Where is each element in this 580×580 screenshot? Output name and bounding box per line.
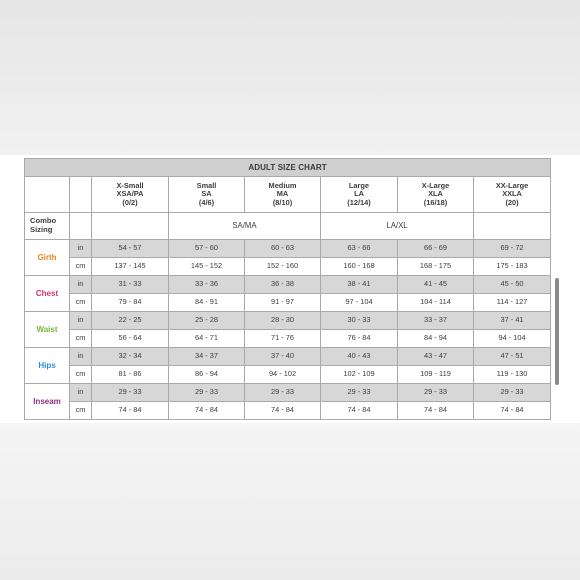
size-value-cell: 25 - 28 [169,312,245,330]
unit-label: cm [70,258,92,276]
measurement-row-cm [25,366,551,384]
size-value-cell: 29 - 33 [245,384,321,402]
size-header-small [169,177,245,213]
size-value-cell: 29 - 33 [92,384,169,402]
size-value-cell: 114 - 127 [474,294,551,312]
size-value-cell: 119 - 130 [474,366,551,384]
size-value-cell: 22 - 25 [92,312,169,330]
size-value-cell: 45 - 50 [474,276,551,294]
size-code: XXLA [502,189,522,199]
size-value-cell: 37 - 41 [474,312,551,330]
size-name: Medium [268,180,297,190]
size-value-cell: 74 - 84 [474,402,551,420]
top-background [0,0,580,155]
size-name: Small [196,180,217,190]
size-name: X-Large [421,180,450,190]
combo-group-sa-ma: SA/MA [169,213,321,240]
size-value-cell: 94 - 102 [245,366,321,384]
measurement-row-in [25,240,551,258]
size-value-cell: 33 - 37 [398,312,474,330]
size-value-cell: 84 - 94 [398,330,474,348]
size-value-cell: 91 - 97 [245,294,321,312]
size-value-cell: 74 - 84 [169,402,245,420]
chart-title: ADULT SIZE CHART [25,159,551,177]
unit-label: in [70,384,92,402]
size-value-cell: 29 - 33 [321,384,398,402]
unit-label: cm [70,330,92,348]
scrollbar[interactable] [555,278,559,385]
size-value-cell: 74 - 84 [321,402,398,420]
size-value-cell: 40 - 43 [321,348,398,366]
size-value-cell: 64 - 71 [169,330,245,348]
size-value-cell: 56 - 64 [92,330,169,348]
size-value-cell: 66 - 69 [398,240,474,258]
size-value-cell: 71 - 76 [245,330,321,348]
measurement-row-in [25,384,551,402]
size-num: (8/10) [272,197,293,207]
title-row [25,159,551,177]
unit-label: in [70,348,92,366]
size-value-cell: 43 - 47 [398,348,474,366]
size-code: XLA [428,189,443,199]
size-value-cell: 94 - 104 [474,330,551,348]
unit-label: in [70,312,92,330]
adult-size-chart-table [24,158,551,420]
measurement-row-in [25,348,551,366]
size-value-cell: 36 - 38 [245,276,321,294]
size-value-cell: 28 - 30 [245,312,321,330]
size-value-cell: 81 - 86 [92,366,169,384]
size-name: Large [348,180,370,190]
size-value-cell: 74 - 84 [398,402,474,420]
size-header-xlarge [398,177,474,213]
size-value-cell: 57 - 60 [169,240,245,258]
unit-label: cm [70,366,92,384]
combo-sizing-label [25,213,70,240]
size-value-cell: 175 - 183 [474,258,551,276]
size-value-cell: 31 - 33 [92,276,169,294]
size-num: (12/14) [347,197,371,207]
size-value-cell: 29 - 33 [474,384,551,402]
size-header-large [321,177,398,213]
measurement-row-cm [25,294,551,312]
size-value-cell: 74 - 84 [245,402,321,420]
combo-sizing-row [25,213,551,240]
size-value-cell: 33 - 36 [169,276,245,294]
combo-label-line2: Sizing [30,225,53,234]
combo-group-empty-left [92,213,169,240]
size-value-cell: 76 - 84 [321,330,398,348]
size-value-cell: 60 - 63 [245,240,321,258]
size-name: XX-Large [495,180,529,190]
measurement-label: Chest [25,276,70,312]
unit-label: cm [70,402,92,420]
size-value-cell: 32 - 34 [92,348,169,366]
unit-label: cm [70,294,92,312]
size-value-cell: 160 - 168 [321,258,398,276]
size-value-cell: 41 - 45 [398,276,474,294]
combo-unit-cell [70,213,92,240]
size-value-cell: 29 - 33 [398,384,474,402]
size-header-xxlarge [474,177,551,213]
size-value-cell: 69 - 72 [474,240,551,258]
size-header-row [25,177,551,213]
size-value-cell: 152 - 160 [245,258,321,276]
size-value-cell: 47 - 51 [474,348,551,366]
size-value-cell: 84 - 91 [169,294,245,312]
size-value-cell: 38 - 41 [321,276,398,294]
combo-group-empty-right [474,213,551,240]
size-header-xsmall [92,177,169,213]
measurement-label: Inseam [25,384,70,420]
size-name: X-Small [116,180,144,190]
size-value-cell: 109 - 119 [398,366,474,384]
size-value-cell: 97 - 104 [321,294,398,312]
measurement-row-in [25,276,551,294]
size-value-cell: 102 - 109 [321,366,398,384]
size-code: LA [354,189,364,199]
size-value-cell: 168 - 175 [398,258,474,276]
size-code: SA [201,189,212,199]
header-corner [25,177,70,213]
size-value-cell: 145 - 152 [169,258,245,276]
size-value-cell: 30 - 33 [321,312,398,330]
size-num: (20) [505,197,519,207]
size-value-cell: 74 - 84 [92,402,169,420]
size-code: MA [276,189,289,199]
measurement-label: Girth [25,240,70,276]
size-value-cell: 86 - 94 [169,366,245,384]
combo-label-line1: Combo [30,216,57,226]
unit-label: in [70,240,92,258]
size-value-cell: 29 - 33 [169,384,245,402]
unit-label: in [70,276,92,294]
measurement-row-cm [25,258,551,276]
size-value-cell: 37 - 40 [245,348,321,366]
measurement-row-cm [25,330,551,348]
size-value-cell: 104 - 114 [398,294,474,312]
size-value-cell: 34 - 37 [169,348,245,366]
bottom-background [0,423,580,580]
measurement-label: Waist [25,312,70,348]
size-num: (4/6) [198,197,215,207]
measurement-label: Hips [25,348,70,384]
size-code: XSA/PA [116,189,144,199]
size-value-cell: 54 - 57 [92,240,169,258]
measurement-row-cm [25,402,551,420]
combo-group-la-xl: LA/XL [321,213,474,240]
size-num: (16/18) [423,197,448,207]
size-num: (0/2) [122,197,138,207]
measurement-row-in [25,312,551,330]
size-value-cell: 63 - 66 [321,240,398,258]
size-header-medium [245,177,321,213]
size-value-cell: 137 - 145 [92,258,169,276]
header-unit-corner [70,177,92,213]
size-value-cell: 79 - 84 [92,294,169,312]
